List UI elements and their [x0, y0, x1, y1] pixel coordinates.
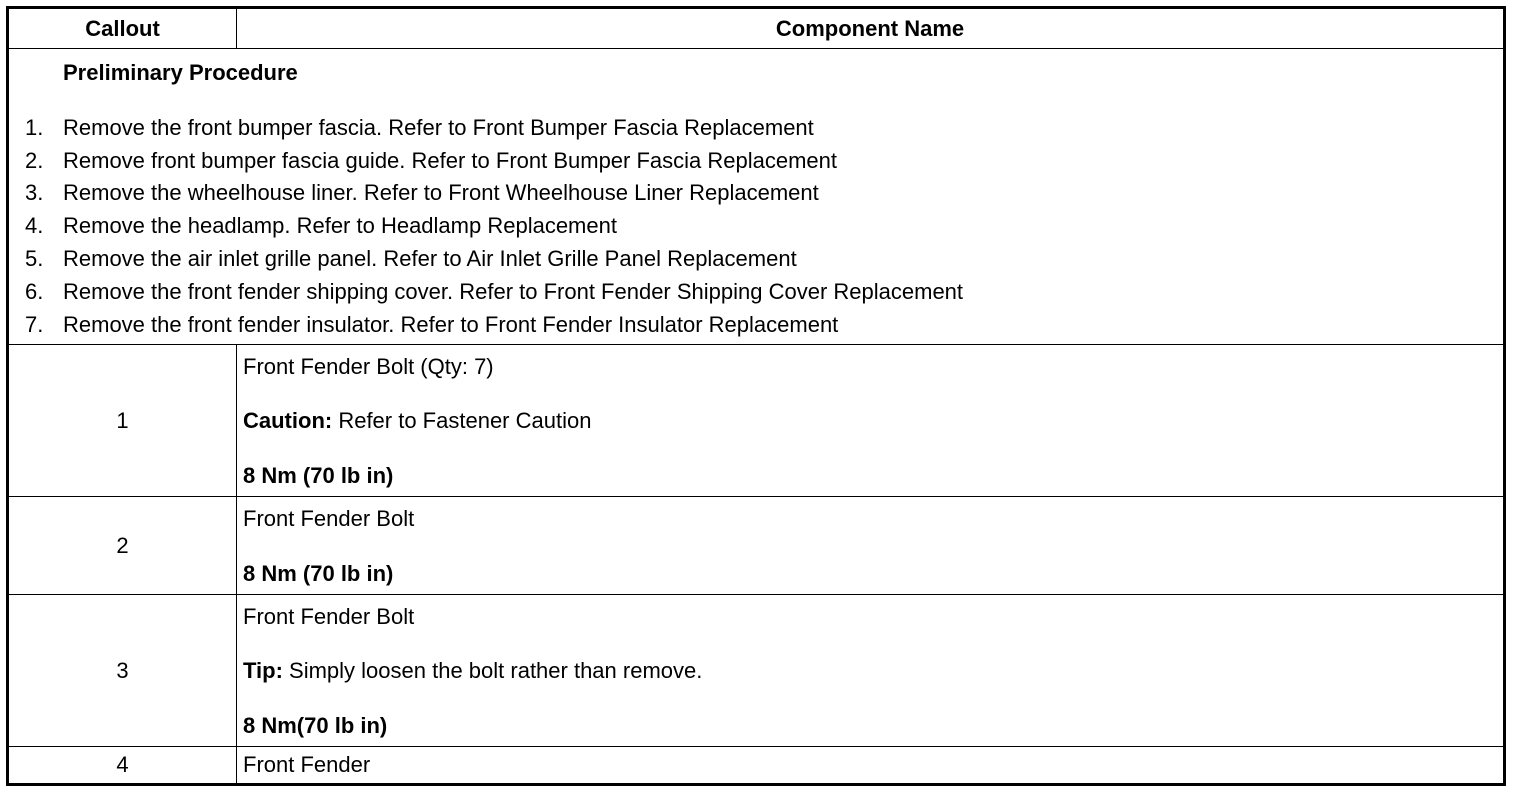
step-text: Remove the front bumper fascia. Refer to Front Bumper Fascia Replacement	[63, 115, 814, 140]
procedure-table	[6, 6, 1506, 786]
component-cell	[237, 497, 1503, 594]
step-number: 5.	[25, 246, 44, 271]
preliminary-title: Preliminary Procedure	[63, 60, 298, 85]
step-text: Remove the front fender insulator. Refer to Front Fender Insulator Replacement	[63, 312, 839, 337]
torque-spec: 8 Nm (70 lb in)	[243, 463, 394, 488]
caution-text: Refer to Fastener Caution	[332, 408, 592, 433]
step-text: Remove the wheelhouse liner. Refer to Front Wheelhouse Liner Replacement	[63, 180, 819, 205]
step-number: 4.	[25, 213, 44, 238]
table-row	[9, 345, 1503, 497]
caution-note	[243, 408, 591, 434]
step-text: Remove front bumper fascia guide. Refer to Front Bumper Fascia Replacement	[63, 148, 838, 173]
tip-text: Simply loosen the bolt rather than remove.	[282, 658, 703, 683]
step-number: 6.	[25, 279, 44, 304]
caution-label: Caution:	[243, 408, 333, 433]
header-component-name: Component Name	[775, 15, 965, 41]
tip-note	[243, 658, 702, 684]
component-name: Front Fender Bolt (Qty: 7)	[243, 354, 494, 379]
table-row	[9, 747, 1503, 783]
preliminary-step	[25, 213, 617, 239]
step-number: 7.	[25, 312, 44, 337]
step-number: 1.	[25, 115, 44, 140]
callout-number: 1	[9, 345, 237, 496]
preliminary-step	[25, 115, 814, 141]
step-number: 2.	[25, 148, 44, 173]
component-name: Front Fender	[243, 752, 371, 777]
component-name: Front Fender Bolt	[243, 506, 415, 531]
preliminary-step	[25, 148, 837, 174]
torque-spec: 8 Nm(70 lb in)	[243, 713, 388, 738]
preliminary-step	[25, 180, 819, 206]
step-text: Remove the headlamp. Refer to Headlamp Replacement	[63, 213, 617, 238]
callout-number: 3	[9, 595, 237, 746]
torque-spec: 8 Nm (70 lb in)	[243, 561, 394, 586]
table-row	[9, 595, 1503, 747]
callout-number: 4	[9, 747, 237, 783]
table-row	[9, 497, 1503, 595]
component-cell	[237, 747, 1503, 783]
step-text: Remove the air inlet grille panel. Refer to Air Inlet Grille Panel Replacement	[63, 246, 797, 271]
preliminary-step	[25, 246, 797, 272]
callout-number: 2	[9, 497, 237, 594]
tip-label: Tip:	[243, 658, 283, 683]
step-number: 3.	[25, 180, 44, 205]
component-cell	[237, 345, 1503, 496]
component-name: Front Fender Bolt	[243, 604, 415, 629]
preliminary-step	[25, 279, 963, 305]
header-callout: Callout	[9, 9, 237, 48]
step-text: Remove the front fender shipping cover. Refer to Front Fender Shipping Cover Replacement	[63, 279, 964, 304]
component-cell	[237, 595, 1503, 746]
preliminary-step	[25, 312, 838, 338]
preliminary-procedure-row	[9, 49, 1503, 345]
table-header-row	[9, 9, 1503, 49]
